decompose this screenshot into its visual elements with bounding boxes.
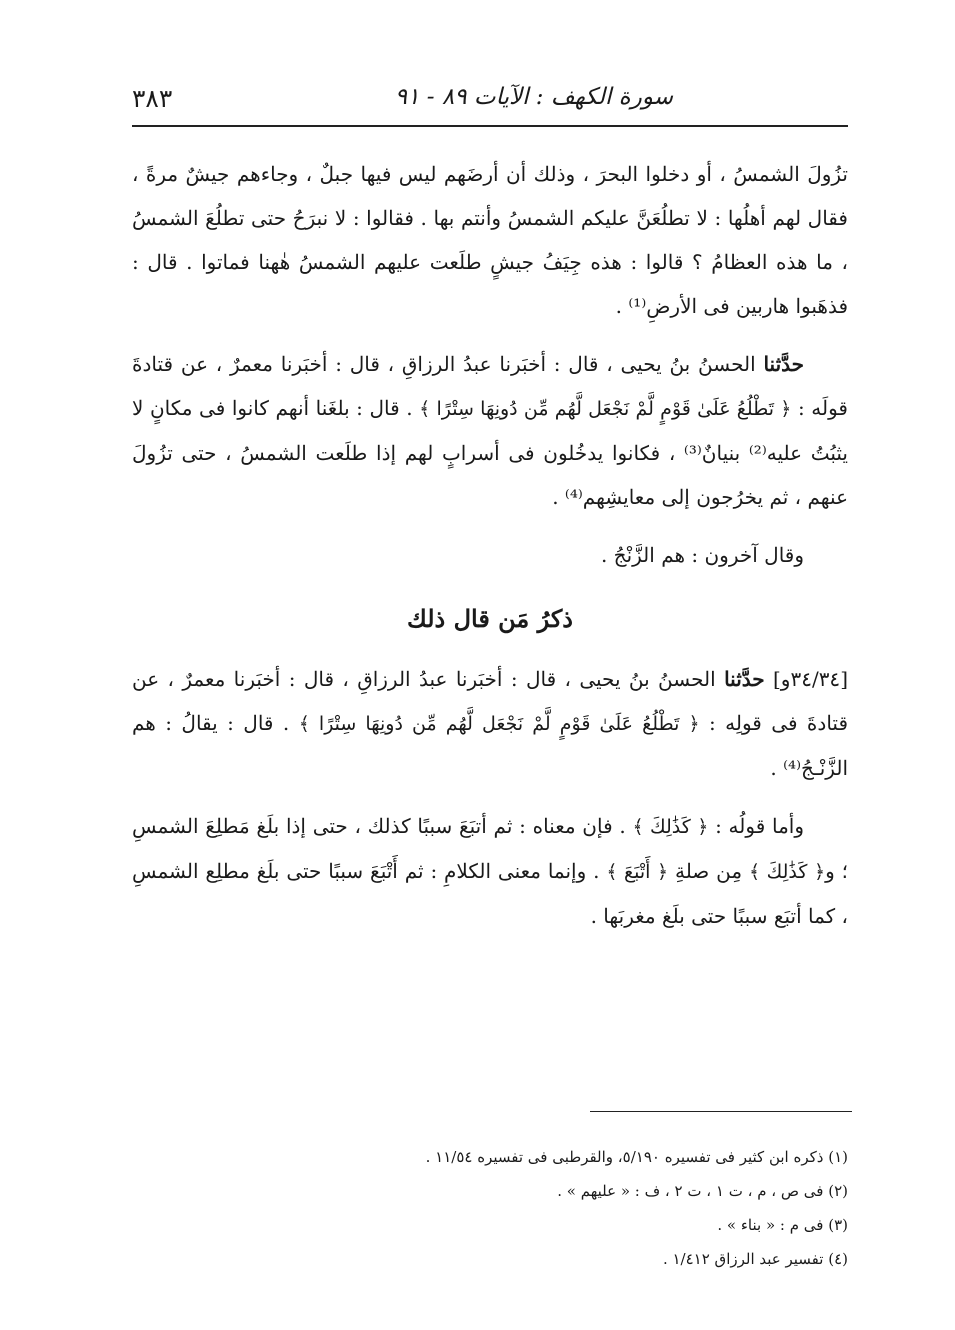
hadith-opening: حدَّثنا [763, 352, 804, 376]
footnote-divider [590, 1111, 852, 1112]
hadith-opening: حدَّثنا [724, 667, 765, 691]
quran-word: ﴿ أَتْبَعَ ﴾ [606, 861, 669, 883]
paragraph-5-text-a: وأما قولُه : [708, 814, 805, 838]
paragraph-3: وقال آخرون : هم الزَّنْجُ . [600, 543, 804, 567]
footnotes [132, 1140, 848, 1276]
page-number: ٣٨٣ [132, 84, 173, 113]
paragraph-5-text-d: . وإنما معنى الكلامِ : ثم أَتْبَعَ سببًا حتى بلَغ مطلِع الشمسِ ، كما أتبَع سببًا حتى بلَغ مغربَها . [132, 859, 848, 928]
footnote-1: (١) ذكره ابن كثير فى تفسيره ٥/١٩٠، والقرطبى فى تفسيره ١١/٥٤ . [425, 1148, 848, 1166]
quran-verse: ﴿ تَطْلُعُ عَلَىٰ قَوْمٍ لَّمْ نَجْعَل لَّهُم مِّن دُونِهَا سِتْرًا ﴾ [419, 398, 792, 420]
footnote-4: (٤) تفسير عبد الرزاق ١/٤١٢ . [662, 1250, 848, 1268]
section-heading: ذكرُ مَن قال ذلك [407, 604, 573, 633]
manuscript-ref: [٣٤/٣٤و] [764, 667, 848, 691]
paragraph-4-text-a: الحسنُ بنُ يحيى ، قال : أخبَرنا عبدُ الرزاقِ ، قال : أخبَرنا معمرٌ ، عن قتادةَ فى قولِه : [132, 667, 849, 735]
paragraph-2 [132, 342, 848, 519]
footnote-3: (٣) فى م : « بناء » . [717, 1216, 848, 1234]
paragraph-1: تزُولَ الشمسُ ، أو دخلوا البحرَ ، وذلك أن أرضَهم ليس فيها جبلٌ ، وجاءهم جيشٌ مرةً ، فقال لهم أهلُها : لا تطلُعَنَّ عليكم الشمسُ وأنتم بها . فقالوا : لا نبرَحُ حتى تطلُعَ الشمسُ ، ما هذه العظامُ ؟ قالوا : هذه جِيَفُ جيشٍ طلَعت عليهم الشمسُ هٰهنا فماتوا . قال : فذهَبوا هاربين فى الأرضِ⁽¹⁾ . [132, 162, 848, 318]
quran-word: ﴿ كَذَٰلِكَ ﴾ [748, 861, 826, 883]
paragraph-4 [132, 657, 848, 790]
paragraph-2-text-b: . قال : بلغَنا أنهم كانوا فى مكانٍ لا يثبُتُ عليه⁽²⁾ بنيانٌ⁽³⁾ ، فكانوا يدخُلون فى أسرابٍ لهم إذا طلَعت الشمسُ ، حتى تزُولَ عنهم ، ثم يخرُجون إلى معايشِهم⁽⁴⁾ . [132, 396, 848, 509]
paragraph-5-text-b: . فإن معناه : ثم أتبَعَ سببًا كذلك ، حتى إذا بلَغ مَطلِعَ الشمسِ ؛ و [132, 814, 848, 883]
footnote-2: (٢) فى ص ، م ، ت ١ ، ت ٢ ، ف : « عليهم » . [557, 1182, 848, 1200]
paragraph-5-text-c: مِن صلةِ [668, 859, 749, 883]
header-divider [132, 125, 848, 127]
paragraph-2-text-a: الحسنُ بنُ يحيى ، قال : أخبَرنا عبدُ الرزاقِ ، قال : أخبَرنا معمرٌ ، عن قتادةَ قولَه : [132, 352, 848, 420]
quran-verse: ﴿ تَطْلُعُ عَلَىٰ قَوْمٍ لَّمْ نَجْعَل لَّهُم مِّن دُونِهَا سِتْرًا ﴾ [298, 713, 700, 735]
paragraph-5 [132, 804, 848, 938]
running-title: سورة الكهف : الآيات ٨٩ - ٩١ [394, 84, 673, 110]
paragraph-4-text-b: . قال : يقالُ : هم الزَّنْـجُ⁽⁴⁾ . [132, 711, 848, 780]
quran-word: ﴿ كَذَٰلِكَ ﴾ [632, 816, 709, 838]
page-header [132, 78, 848, 122]
main-text [132, 152, 848, 938]
